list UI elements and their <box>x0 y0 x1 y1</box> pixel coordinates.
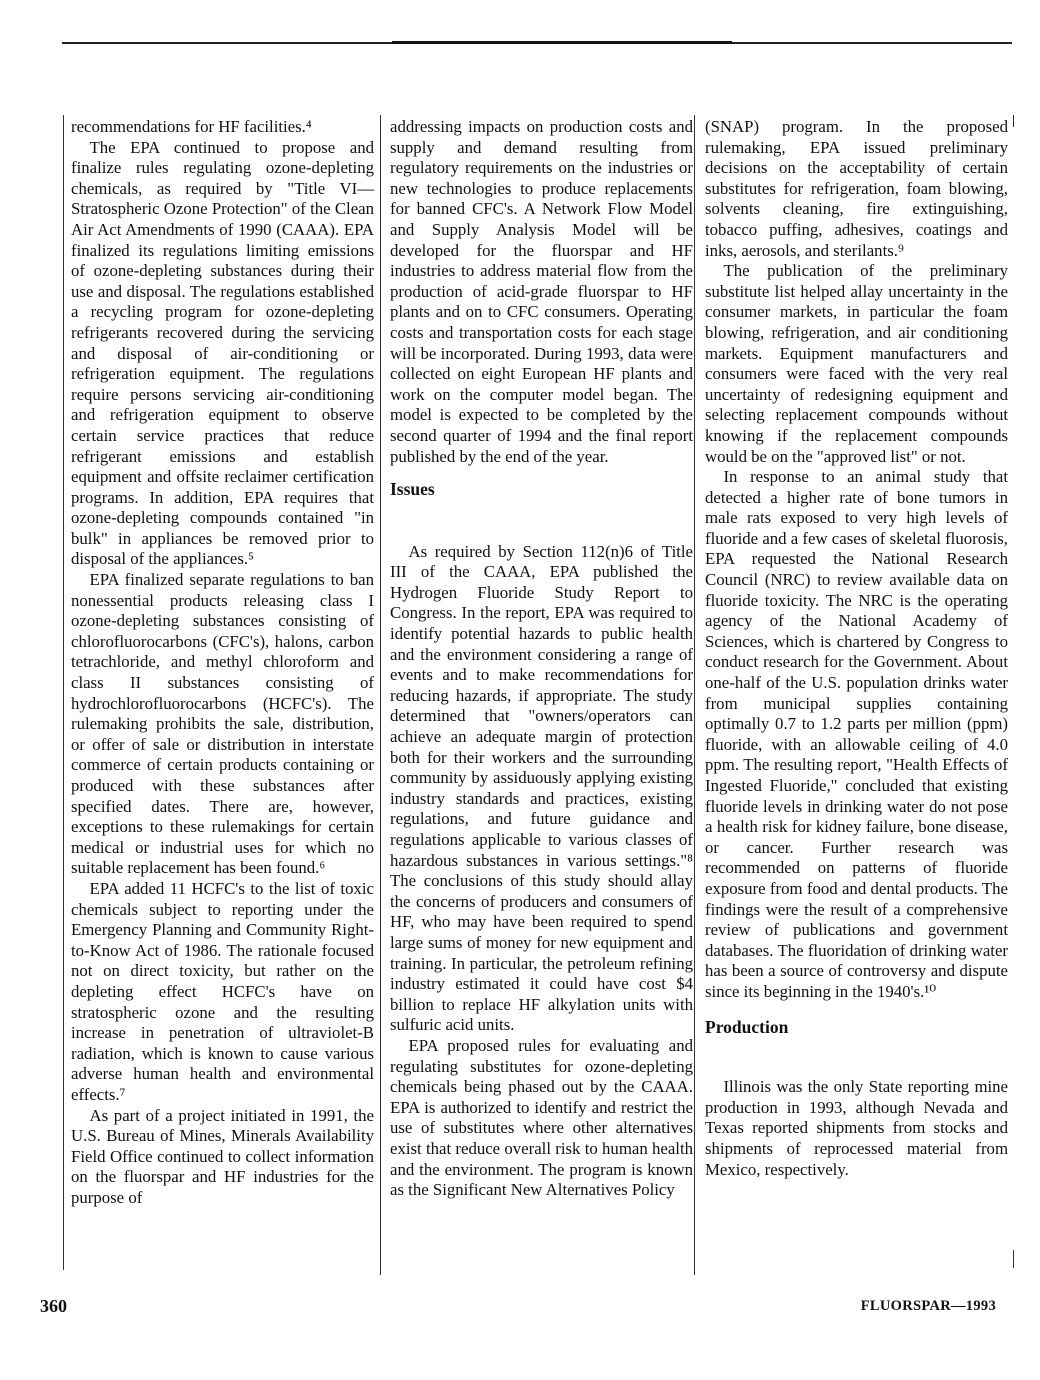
page-number: 360 <box>40 1296 67 1316</box>
paragraph: As part of a project initiated in 1991, the U.S. Bureau of Mines, Minerals Availability Field Office continued to collect information on the fluorspar and HF industries for the purpose of <box>71 1105 374 1207</box>
column-1 <box>71 117 374 1208</box>
top-rule-accent <box>392 41 732 44</box>
paragraph: recommendations for HF facilities.⁴ <box>71 117 312 136</box>
running-title: FLUORSPAR—1993 <box>860 1298 996 1314</box>
paragraph: Illinois was the only State reporting mine production in 1993, although Nevada and Texas reported shipments from stocks and shipments of reprocessed material from Mexico, respectively. <box>705 1077 1008 1179</box>
column-divider-right-top <box>1013 115 1014 127</box>
paragraph: EPA added 11 HCFC's to the list of toxic chemicals subject to reporting under the Emergency Planning and Community Right-to-Know Act of 1986. The rationale focused not on direct toxicity, but rather on the depleting effect HCFC's have on stratospheric ozone and the resulting increase in penetration of ultraviolet-B radiation, which is known to cause various adverse human health and environmental effects.⁷ <box>71 878 374 1104</box>
column-divider-left <box>63 115 64 1270</box>
paragraph: In response to an animal study that detected a higher rate of bone tumors in male rats exposed to very high levels of fluoride and a few cases of skeletal fluorosis, EPA requested the National Research Council (NRC) to review available data on fluoride toxicity. The NRC is the operating agency of the National Academy of Sciences, which is chartered by Congress to conduct research for the Government. About one-half of the U.S. population drinks water from municipal supplies containing optimally 0.7 to 1.2 parts per million (ppm) fluoride, with an allowable ceiling of 4.0 ppm. The resulting report, "Health Effects of Ingested Fluoride," concluded that existing fluoride levels in drinking water do not pose a health risk for kidney failure, bone disease, or cancer. Further research was recommended on patterns of fluoride exposure from food and dental products. The findings were the result of a comprehensive review of publications and government databases. The fluoridation of drinking water has been a source of controversy and dispute since its beginning in the 1940's.¹⁰ <box>705 467 1008 1001</box>
paragraph: (SNAP) program. In the proposed rulemaking, EPA issued preliminary decisions on the acceptability of certain substitutes for refrigeration, foam blowing, solvents cleaning, fire extinguishing, tobacco puffing, adhesives, coatings and inks, aerosols, and sterilants.⁹ <box>705 117 1008 260</box>
top-rule <box>62 42 1012 44</box>
paragraph: The EPA continued to propose and finalize rules regulating ozone-depleting chemicals, as required by "Title VI—Stratospheric Ozone Protection" of the Clean Air Act Amendments of 1990 (CAAA). EPA finalized its regulations limiting emissions of ozone-depleting substances during their use and disposal. The regulations established a recycling program for ozone-depleting refrigerants recovered during the servicing and disposal of air-conditioning or refrigeration equipment. The regulations require persons servicing air-conditioning and refrigeration equipment to observe certain service practices that reduce refrigerant emissions and establish equipment and offsite reclaimer certification programs. In addition, EPA requires that ozone-depleting compounds contained "in bulk" in appliances be removed prior to disposal of the appliances.⁵ <box>71 137 374 569</box>
column-2 <box>390 117 693 1201</box>
paragraph: The publication of the preliminary substitute list helped allay uncertainty in the consumer markets, in particular the foam blowing, refrigeration, and air conditioning markets. Equipment manufacturers and consumers were faced with the very real uncertainty of redesigning equipment and selecting replacement compounds without knowing if the replacement compounds would be on the "approved list" or not. <box>705 261 1008 466</box>
section-heading-production: Production <box>705 1016 789 1037</box>
column-divider-1 <box>380 115 381 1275</box>
column-divider-right-bottom <box>1013 1250 1014 1268</box>
paragraph: addressing impacts on production costs and supply and demand resulting from regulatory requirements on the industries or new technologies to produce replacements for banned CFC's. A Network Flow Model and Supply Analysis Model will be developed for the fluorspar and HF industries to address material flow from the production of acid-grade fluorspar to HF plants and on to CFC consumers. Operating costs and transportation costs for each stage will be incorporated. During 1993, data were collected on eight European HF plants and work on the computer model began. The model is expected to be completed by the second quarter of 1994 and the final report published by the end of the year. <box>390 117 693 466</box>
paragraph: As required by Section 112(n)6 of Title III of the CAAA, EPA published the Hydrogen Fluoride Study Report to Congress. In the report, EPA was required to identify potential hazards to public health and the environment considering a range of events and to make recommendations for reducing hazards, if appropriate. The study determined that "owners/operators can achieve an adequate margin of protection both for their workers and the surrounding community by assiduously applying existing industry standards and practices, existing regulations, and future guidance and regulations applicable to various classes of hazardous substances in various settings."⁸ The conclusions of this study should allay the concerns of producers and consumers of HF, who may have been required to spend large sums of money for new equipment and training. In particular, the petroleum refining industry estimated it could have cost $4 billion to replace HF alkylation units with sulfuric acid units. <box>390 541 693 1035</box>
paragraph: EPA proposed rules for evaluating and regulating substitutes for ozone-depleting chemicals being phased out by the CAAA. EPA is authorized to identify and restrict the use of substitutes where other alternatives exist that reduce overall risk to human health and the environment. The program is known as the Significant New Alternatives Policy <box>390 1035 693 1200</box>
section-heading-issues: Issues <box>390 479 435 500</box>
column-3 <box>705 117 1008 1180</box>
paragraph: EPA finalized separate regulations to ban nonessential products releasing class I ozone-depleting substances consisting of chlorofluorocarbons (CFC's), halons, carbon tetrachloride, and methyl chloroform and class II substances consisting of hydrochlorofluorocarbons (HCFC's). The rulemaking prohibits the sale, distribution, or offer of sale or distribution in interstate commerce of certain products containing or produced with these substances after specified dates. There are, however, exceptions to these rulemakings for certain medical or industrial uses for which no suitable replacement has been found.⁶ <box>71 570 374 878</box>
column-divider-2 <box>694 115 695 1275</box>
